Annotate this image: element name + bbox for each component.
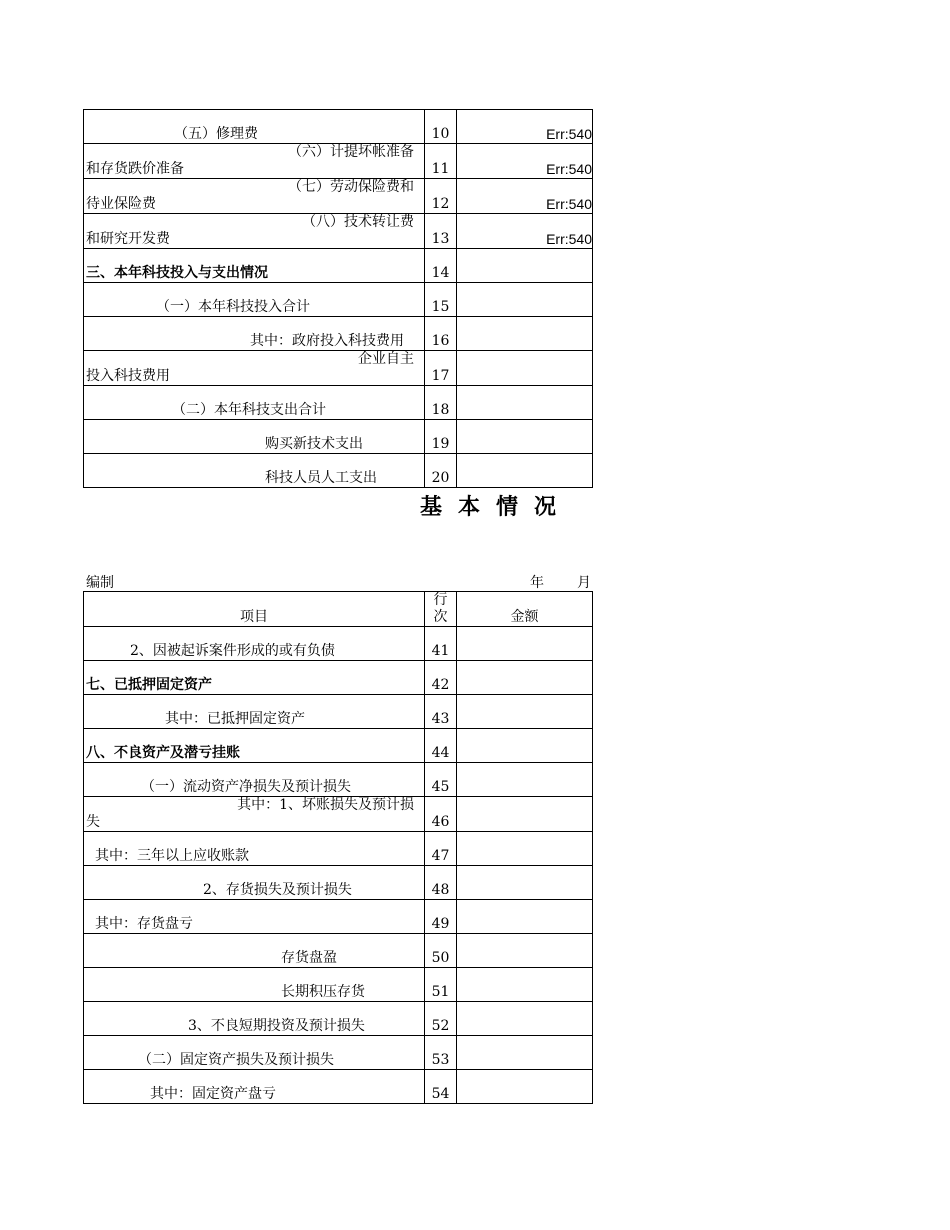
header-row — [84, 592, 593, 627]
item-label: 企业自主 — [358, 351, 414, 367]
table-row — [84, 763, 593, 797]
item-cell[interactable] — [84, 661, 425, 695]
row-number: 14 — [425, 249, 457, 283]
amount-cell[interactable]: Err:540 — [457, 214, 593, 249]
row-number: 10 — [425, 110, 457, 144]
amount-cell[interactable] — [457, 420, 593, 454]
item-label: （七）劳动保险费和 — [288, 179, 414, 195]
amount-cell[interactable] — [457, 763, 593, 797]
row-number: 52 — [425, 1002, 457, 1036]
amount-cell[interactable]: Err:540 — [457, 179, 593, 214]
amount-cell[interactable] — [457, 900, 593, 934]
item-cell[interactable] — [84, 386, 425, 420]
item-cell[interactable] — [84, 1002, 425, 1036]
row-number: 44 — [425, 729, 457, 763]
amount-cell[interactable] — [457, 866, 593, 900]
row-number: 50 — [425, 934, 457, 968]
table-row — [84, 283, 593, 317]
amount-cell[interactable] — [457, 1002, 593, 1036]
row-number: 20 — [425, 454, 457, 488]
row-number: 18 — [425, 386, 457, 420]
row-number: 17 — [425, 351, 457, 386]
row-number: 47 — [425, 832, 457, 866]
header-row-no-line2: 次 — [433, 609, 448, 625]
amount-cell[interactable] — [457, 1036, 593, 1070]
amount-cell[interactable] — [457, 695, 593, 729]
item-cell[interactable] — [84, 249, 425, 283]
table-row — [84, 934, 593, 968]
item-label: 其中：政府投入科技费用 — [250, 333, 404, 349]
item-cell[interactable] — [84, 1036, 425, 1070]
item-cell[interactable] — [84, 420, 425, 454]
item-cell[interactable] — [84, 317, 425, 351]
table-row — [84, 1070, 593, 1104]
table-row — [84, 179, 593, 214]
row-number: 12 — [425, 179, 457, 214]
table-row — [84, 317, 593, 351]
row-number: 46 — [425, 797, 457, 832]
item-cell[interactable] — [84, 934, 425, 968]
amount-cell[interactable] — [457, 968, 593, 1002]
amount-cell[interactable] — [457, 729, 593, 763]
table-row — [84, 627, 593, 661]
amount-cell[interactable]: Err:540 — [457, 144, 593, 179]
row-number: 11 — [425, 144, 457, 179]
item-cell[interactable] — [84, 695, 425, 729]
item-label: 八、不良资产及潜亏挂账 — [86, 745, 240, 761]
item-label: 购买新技术支出 — [265, 436, 363, 452]
row-number: 54 — [425, 1070, 457, 1104]
row-number: 41 — [425, 627, 457, 661]
item-label: 2、存货损失及预计损失 — [203, 882, 352, 898]
item-label-continued: 和研究开发费 — [86, 231, 170, 247]
item-cell[interactable] — [84, 763, 425, 797]
table-row — [84, 729, 593, 763]
amount-cell[interactable] — [457, 797, 593, 832]
amount-cell[interactable] — [457, 1070, 593, 1104]
item-label: 长期积压存货 — [281, 984, 365, 1000]
table-row — [84, 866, 593, 900]
item-cell[interactable] — [84, 454, 425, 488]
bottom-table — [83, 591, 593, 1104]
item-label: 七、已抵押固定资产 — [86, 677, 212, 693]
item-cell[interactable] — [84, 1070, 425, 1104]
amount-cell[interactable]: Err:540 — [457, 110, 593, 144]
item-cell[interactable] — [84, 179, 425, 214]
table-row — [84, 968, 593, 1002]
amount-cell[interactable] — [457, 249, 593, 283]
table-row — [84, 454, 593, 488]
amount-cell[interactable] — [457, 661, 593, 695]
table-row — [84, 900, 593, 934]
item-label-continued: 待业保险费 — [86, 196, 156, 212]
row-number: 48 — [425, 866, 457, 900]
table-row — [84, 351, 593, 386]
item-cell[interactable] — [84, 832, 425, 866]
row-number: 43 — [425, 695, 457, 729]
top-table-body — [84, 110, 593, 488]
row-number: 49 — [425, 900, 457, 934]
table-row — [84, 1036, 593, 1070]
item-cell[interactable] — [84, 797, 425, 832]
item-label-continued: 失 — [86, 814, 100, 830]
header-amount: 金额 — [457, 592, 593, 627]
item-label: （一）流动资产净损失及预计损失 — [141, 779, 351, 795]
table-row — [84, 144, 593, 179]
table-row — [84, 797, 593, 832]
header-row-no — [425, 592, 457, 627]
amount-cell[interactable] — [457, 832, 593, 866]
item-cell[interactable] — [84, 627, 425, 661]
item-cell[interactable] — [84, 729, 425, 763]
row-number: 53 — [425, 1036, 457, 1070]
table-row — [84, 832, 593, 866]
item-label: （八）技术转让费 — [302, 214, 414, 230]
table-row — [84, 214, 593, 249]
row-number: 45 — [425, 763, 457, 797]
item-label: 科技人员人工支出 — [265, 470, 377, 486]
item-label: 其中：三年以上应收账款 — [95, 848, 249, 864]
item-cell[interactable] — [84, 110, 425, 144]
item-label-continued: 投入科技费用 — [86, 368, 170, 384]
compiled-by-label: 编制 — [86, 575, 114, 591]
amount-cell[interactable] — [457, 351, 593, 386]
amount-cell[interactable] — [457, 283, 593, 317]
bottom-table-body — [84, 592, 593, 1104]
table-row — [84, 110, 593, 144]
item-label: 其中：固定资产盘亏 — [150, 1086, 276, 1102]
amount-cell[interactable] — [457, 454, 593, 488]
table-row — [84, 249, 593, 283]
item-label-continued: 和存货跌价准备 — [86, 161, 184, 177]
table-row — [84, 1002, 593, 1036]
top-table — [83, 109, 593, 488]
item-label: （一）本年科技投入合计 — [156, 299, 310, 315]
table-row — [84, 695, 593, 729]
row-number: 42 — [425, 661, 457, 695]
item-label: 2、因被起诉案件形成的或有负债 — [130, 643, 335, 659]
table-row — [84, 420, 593, 454]
item-cell[interactable] — [84, 351, 425, 386]
item-label: （六）计提坏帐准备 — [288, 144, 414, 160]
item-label: 三、本年科技投入与支出情况 — [86, 265, 268, 281]
item-cell[interactable] — [84, 900, 425, 934]
item-label: （二）固定资产损失及预计损失 — [138, 1052, 334, 1068]
item-label: 其中：存货盘亏 — [95, 916, 193, 932]
header-item: 项目 — [84, 592, 425, 627]
row-number: 51 — [425, 968, 457, 1002]
row-number: 15 — [425, 283, 457, 317]
amount-cell[interactable] — [457, 317, 593, 351]
item-cell[interactable] — [84, 283, 425, 317]
item-label: 存货盘盈 — [281, 950, 337, 966]
amount-cell[interactable] — [457, 627, 593, 661]
table-row — [84, 661, 593, 695]
amount-cell[interactable] — [457, 934, 593, 968]
item-label: 其中：1、坏账损失及预计损 — [237, 797, 414, 813]
item-label: （二）本年科技支出合计 — [172, 402, 326, 418]
sheet-title: 基本情况 — [420, 495, 573, 520]
row-number: 19 — [425, 420, 457, 454]
item-cell[interactable] — [84, 144, 425, 179]
item-cell[interactable] — [84, 866, 425, 900]
item-label: （五）修理费 — [174, 126, 258, 142]
row-number: 16 — [425, 317, 457, 351]
date-year-label: 年 — [530, 575, 544, 591]
table-row — [84, 386, 593, 420]
amount-cell[interactable] — [457, 386, 593, 420]
item-label: 其中：已抵押固定资产 — [165, 711, 305, 727]
date-month-label: 月 — [577, 575, 591, 591]
header-row-no-line1: 行 — [433, 592, 448, 608]
item-cell[interactable] — [84, 968, 425, 1002]
item-label: 3、不良短期投资及预计损失 — [188, 1018, 365, 1034]
row-number: 13 — [425, 214, 457, 249]
item-cell[interactable] — [84, 214, 425, 249]
